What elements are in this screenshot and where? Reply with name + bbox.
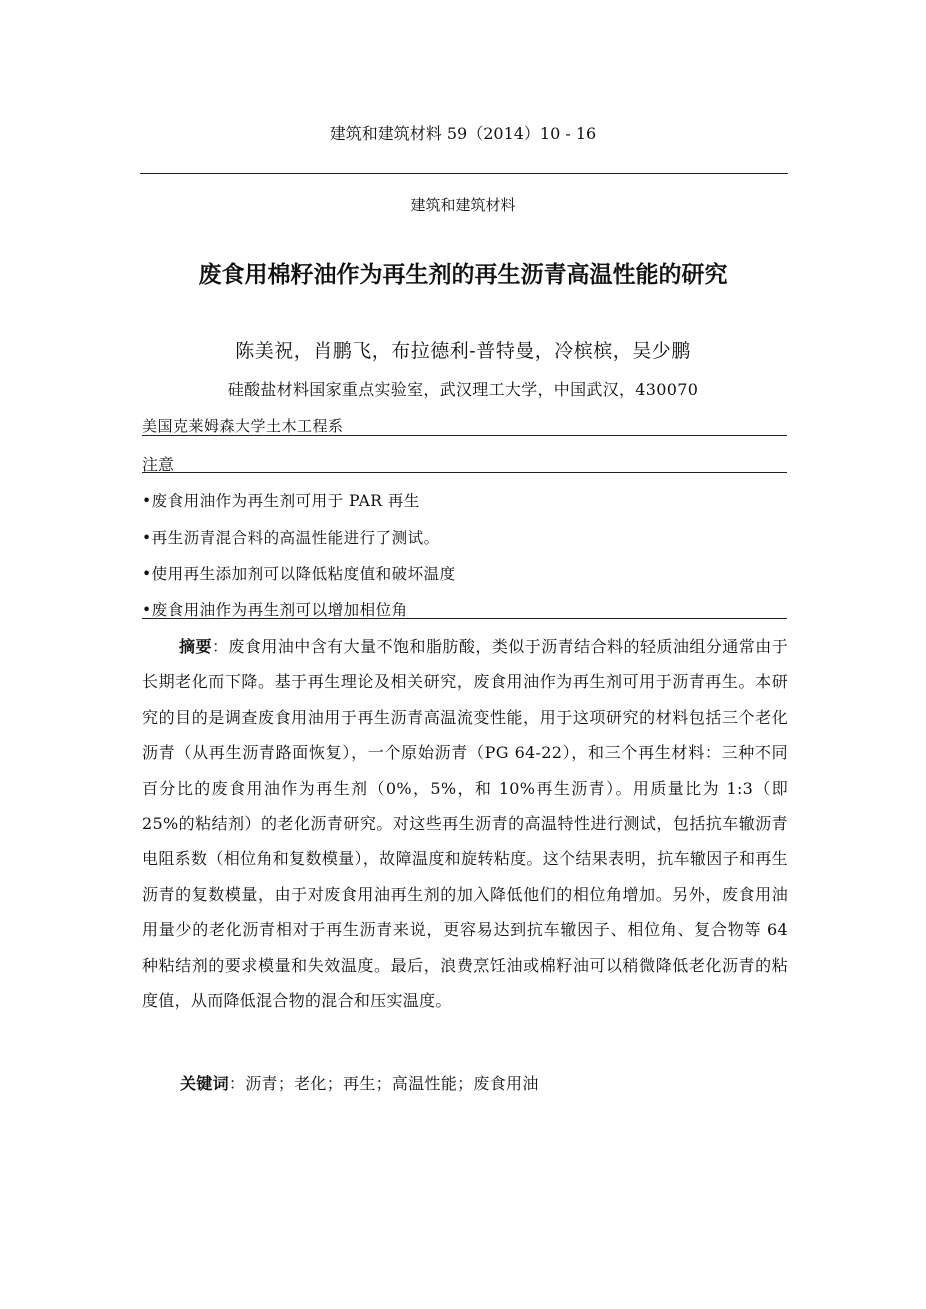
affiliation-secondary: 美国克莱姆森大学土木工程系 bbox=[142, 417, 344, 435]
abstract-paragraph bbox=[142, 629, 788, 1018]
keywords-separator: ： bbox=[228, 1074, 246, 1093]
author-list: 陈美祝，肖鹏飞，布拉德利-普特曼，冷槟槟，吴少鹏 bbox=[235, 340, 691, 362]
abstract-separator: ： bbox=[211, 637, 229, 656]
highlight-item: •废食用油作为再生剂可用于 PAR 再生 bbox=[142, 492, 420, 510]
article-title: 废食用棉籽油作为再生剂的再生沥青高温性能的研究 bbox=[198, 262, 728, 288]
highlight-item: •废食用油作为再生剂可以增加相位角 bbox=[142, 601, 408, 619]
highlights-bottom-divider bbox=[142, 618, 787, 619]
highlights-heading: 注意 bbox=[142, 455, 175, 474]
affiliation-primary: 硅酸盐材料国家重点实验室，武汉理工大学，中国武汉，430070 bbox=[227, 380, 699, 399]
keywords-text: 沥青；老化；再生；高温性能；废食用油 bbox=[245, 1074, 539, 1093]
highlights-top-divider bbox=[142, 435, 787, 436]
abstract-label: 摘要 bbox=[179, 637, 212, 656]
keywords-label: 关键词 bbox=[180, 1074, 229, 1093]
journal-citation: 建筑和建筑材料 59（2014）10 - 16 bbox=[329, 124, 597, 143]
keywords-line bbox=[180, 1071, 539, 1094]
highlight-item: •使用再生添加剂可以降低粘度值和破坏温度 bbox=[142, 565, 456, 583]
abstract-text: 废食用油中含有大量不饱和脂肪酸，类似于沥青结合料的轻质油组分通常由于长期老化而下降。基于再生理论及相关研究，废食用油作为再生剂可用于沥青再生。本研究的目的是调查废食用油用于再生沥青高温流变性能，用于这项研究的材料包括三个老化沥青（从再生沥青路面恢复），一个原始沥青（PG 64-22），和三个再生材料：三种不同百分比的废食用油作为再生剂（0%，5%，和 10%再生沥青）。用质量比为 1:3（即 25%的粘结剂）的老化沥青研究。对这些再生沥青的高温特性进行测试，包括抗车辙沥青电阻系数（相位角和复数模量），故障温度和旋转粘度。这个结果表明，抗车辙因子和再生沥青的复数模量，由于对废食用油再生剂的加入降低他们的相位角增加。另外，废食用油用量少的老化沥青相对于再生沥青来说，更容易达到抗车辙因子、相位角、复合物等 64 种粘结剂的要求模量和失效温度。最后，浪费烹饪油或棉籽油可以稍微降低老化沥青的粘度值，从而降低混合物的混合和压实温度。 bbox=[142, 637, 788, 1011]
highlight-item: •再生沥青混合料的高温性能进行了测试。 bbox=[142, 529, 440, 547]
header-divider bbox=[140, 173, 788, 174]
journal-name: 建筑和建筑材料 bbox=[410, 196, 516, 214]
highlights-heading-divider bbox=[142, 472, 787, 473]
